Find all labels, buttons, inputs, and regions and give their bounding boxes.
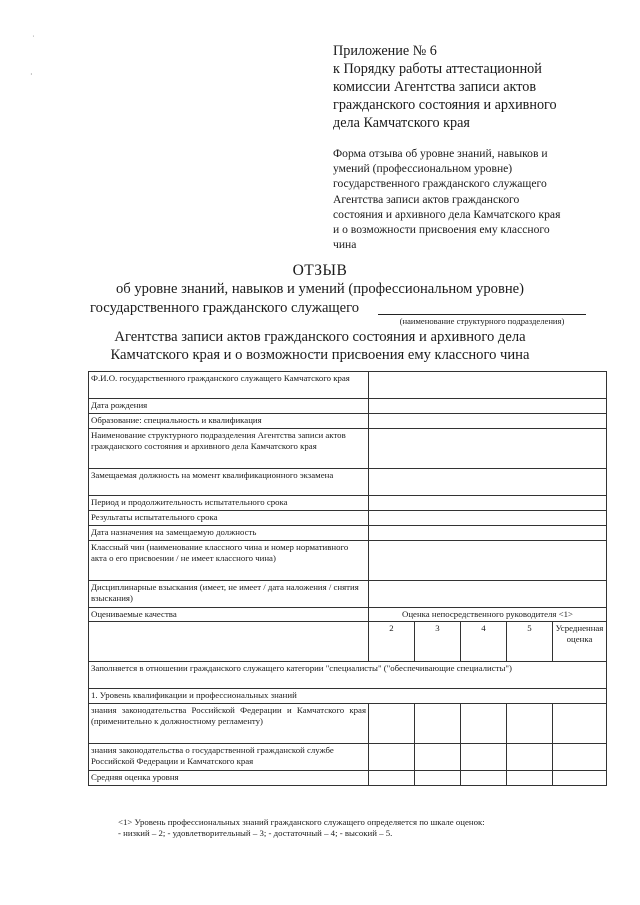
average-cell[interactable]: [553, 704, 607, 744]
table-row: [89, 608, 607, 622]
table-row: [89, 622, 607, 662]
form-description-line: и о возможности присвоения ему классного: [333, 223, 550, 237]
score-cell[interactable]: [461, 771, 507, 786]
score-cell[interactable]: [507, 744, 553, 771]
department-fill-line[interactable]: [378, 314, 586, 315]
footnote-line: - низкий – 2; - удовлетворительный – 3; - достаточный – 4; - высокий – 5.: [118, 828, 393, 838]
info-label: Дата назначения на замещаемую должность: [89, 526, 369, 541]
score-header: 4: [461, 622, 507, 662]
average-header: Усредненная оценка: [553, 622, 607, 662]
criterion-label: знания законодательства о государственной гражданской службе Российской Федерации и Камчатского края: [89, 744, 369, 771]
agency-line: Камчатского края и о возможности присвоения ему классного чина: [110, 347, 530, 363]
info-label: Классный чин (наименование классного чина и номер нормативного акта о его присвоении / не имеет классного чина): [89, 541, 369, 581]
info-value-cell[interactable]: [369, 372, 607, 399]
info-label: Результаты испытательного срока: [89, 511, 369, 526]
annex-line: к Порядку работы аттестационной: [333, 61, 542, 77]
score-cell[interactable]: [461, 744, 507, 771]
review-form-table: [88, 371, 607, 786]
form-description-line: состояния и архивного дела Камчатского края: [333, 207, 561, 221]
criterion-label: знания законодательства Российской Федерации и Камчатского края (применительно к должностному регламенту): [89, 704, 369, 744]
table-row: [89, 414, 607, 429]
info-label: Период и продолжительность испытательного срока: [89, 496, 369, 511]
table-row: [89, 469, 607, 496]
document-subtitle: об уровне знаний, навыков и умений (профессиональном уровне): [115, 281, 524, 297]
agency-line: Агентства записи актов гражданского состояния и архивного дела: [114, 329, 526, 345]
average-level-label: Средняя оценка уровня: [89, 771, 369, 786]
form-description-line: умений (профессиональном уровне): [333, 162, 513, 176]
table-row: [89, 541, 607, 581]
score-cell[interactable]: [415, 744, 461, 771]
info-value-cell[interactable]: [369, 541, 607, 581]
score-header: 3: [415, 622, 461, 662]
qualities-blank-cell: [89, 622, 369, 662]
form-description-line: государственного гражданского служащего: [333, 177, 547, 191]
info-value-cell[interactable]: [369, 496, 607, 511]
average-cell[interactable]: [553, 744, 607, 771]
score-cell[interactable]: [507, 704, 553, 744]
annex-line: Приложение № 6: [333, 43, 437, 59]
annex-line: дела Камчатского края: [333, 115, 470, 131]
score-cell[interactable]: [415, 771, 461, 786]
score-cell[interactable]: [415, 704, 461, 744]
table-row: [89, 704, 607, 744]
info-label: Ф.И.О. государственного гражданского служащего Камчатского края: [89, 372, 369, 399]
score-cell[interactable]: [369, 771, 415, 786]
rating-header: Оценка непосредственного руководителя <1>: [369, 608, 607, 622]
table-row: [89, 526, 607, 541]
form-description: [333, 146, 601, 252]
category-note: Заполняется в отношении гражданского служащего категории "специалисты" ("обеспечивающие специалисты"): [89, 662, 607, 689]
info-value-cell[interactable]: [369, 581, 607, 608]
info-value-cell[interactable]: [369, 469, 607, 496]
info-value-cell[interactable]: [369, 429, 607, 469]
table-row: [89, 771, 607, 786]
annex-header: [333, 42, 613, 132]
form-description-line: Форма отзыва об уровне знаний, навыков и: [333, 147, 548, 160]
table-row: [89, 496, 607, 511]
table-row: [89, 689, 607, 704]
document-title: ОТЗЫВ: [292, 262, 348, 279]
table-row: [89, 511, 607, 526]
score-cell[interactable]: [507, 771, 553, 786]
table-row: [89, 581, 607, 608]
form-description-line: чина: [333, 238, 357, 252]
info-label: Замещаемая должность на момент квалификационного экзамена: [89, 469, 369, 496]
footnote-line: <1> Уровень профессиональных знаний гражданского служащего определяется по шкале оценок:: [118, 817, 485, 827]
annex-line: гражданского состояния и архивного: [333, 97, 557, 113]
score-header: 2: [369, 622, 415, 662]
department-fill-caption: (наименование структурного подразделения): [399, 316, 565, 326]
score-header: 5: [507, 622, 553, 662]
annex-line: комиссии Агентства записи актов: [333, 79, 537, 95]
scan-mark: ˙: [32, 34, 35, 43]
info-value-cell[interactable]: [369, 414, 607, 429]
info-value-cell[interactable]: [369, 399, 607, 414]
score-cell[interactable]: [461, 704, 507, 744]
info-label: Дисциплинарные взыскания (имеет, не имеет / дата наложения / снятия взыскания): [89, 581, 369, 608]
table-row: [89, 372, 607, 399]
average-cell[interactable]: [553, 771, 607, 786]
info-label: Наименование структурного подразделения Агентства записи актов гражданского состояния и архивного дела Камчатского края: [89, 429, 369, 469]
section-heading: 1. Уровень квалификации и профессиональных знаний: [89, 689, 607, 704]
scan-mark: ·: [30, 70, 33, 79]
form-description-line: Агентства записи актов гражданского: [333, 192, 520, 206]
table-row: [89, 399, 607, 414]
score-cell[interactable]: [369, 704, 415, 744]
table-row: [89, 744, 607, 771]
info-label: Дата рождения: [89, 399, 369, 414]
info-label: Образование: специальность и квалификация: [89, 414, 369, 429]
table-row: [89, 429, 607, 469]
info-value-cell[interactable]: [369, 526, 607, 541]
score-cell[interactable]: [369, 744, 415, 771]
document-subtitle-line2: государственного гражданского служащего: [90, 300, 360, 316]
info-value-cell[interactable]: [369, 511, 607, 526]
qualities-label: Оцениваемые качества: [89, 608, 369, 622]
table-row: [89, 662, 607, 689]
